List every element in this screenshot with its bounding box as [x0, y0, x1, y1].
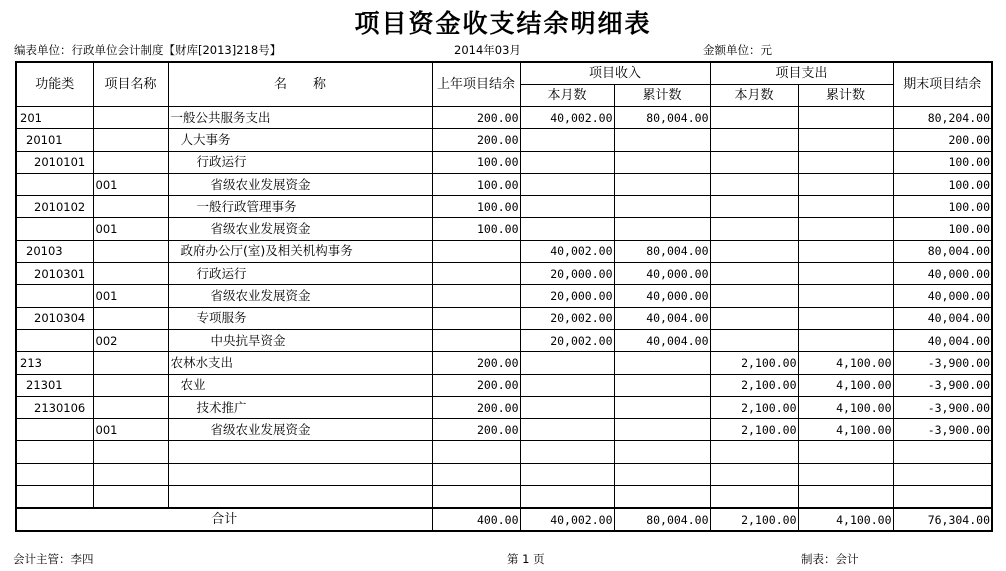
empty-row: [16, 441, 992, 463]
prior-balance: 100.00: [432, 173, 520, 195]
empty-cell: [432, 441, 520, 463]
ending-balance: 80,204.00: [893, 107, 992, 129]
item-name: 行政运行: [168, 151, 432, 173]
expense-month: [710, 329, 798, 351]
table-row: [16, 396, 992, 418]
expense-cumulative: 4,100.00: [798, 396, 893, 418]
empty-cell: [168, 486, 432, 509]
table-row: [16, 419, 992, 441]
expense-cumulative: 4,100.00: [798, 352, 893, 374]
prior-balance: [432, 285, 520, 307]
header-project-expense: 项目支出: [710, 62, 893, 85]
function-code: 20103: [16, 240, 93, 262]
function-code: 2010304: [16, 307, 93, 329]
empty-cell: [16, 463, 93, 485]
expense-month: [710, 240, 798, 262]
income-month: [520, 129, 614, 151]
expense-month: [710, 307, 798, 329]
expense-month: [710, 218, 798, 240]
expense-cumulative: [798, 196, 893, 218]
income-month: [520, 196, 614, 218]
ending-balance: -3,900.00: [893, 396, 992, 418]
income-month: 20,002.00: [520, 329, 614, 351]
income-cumulative: [614, 196, 710, 218]
function-code: 2010101: [16, 151, 93, 173]
table-row: [16, 307, 992, 329]
accounting-supervisor: 会计主管：李四: [13, 552, 94, 566]
table-preparer: 制表：会计: [801, 552, 859, 566]
empty-cell: [168, 441, 432, 463]
project-code: [93, 263, 168, 285]
table-row: [16, 173, 992, 195]
project-code: [93, 396, 168, 418]
project-code: [93, 240, 168, 262]
prior-balance: 200.00: [432, 396, 520, 418]
empty-cell: [93, 463, 168, 485]
item-name: 省级农业发展资金: [168, 419, 432, 441]
item-name: 中央抗旱资金: [168, 329, 432, 351]
income-cumulative: [614, 151, 710, 173]
project-code: [93, 307, 168, 329]
empty-cell: [710, 486, 798, 509]
prior-balance: 100.00: [432, 151, 520, 173]
total-label: 合计: [16, 508, 432, 531]
ending-balance: 100.00: [893, 196, 992, 218]
income-month: [520, 352, 614, 374]
total-expense-month: 2,100.00: [710, 508, 798, 531]
prior-balance: 100.00: [432, 218, 520, 240]
empty-row: [16, 486, 992, 509]
income-month: 40,002.00: [520, 107, 614, 129]
empty-row: [16, 463, 992, 485]
expense-month: 2,100.00: [710, 396, 798, 418]
header-function-class: 功能类: [16, 62, 93, 107]
income-month: [520, 374, 614, 396]
prior-balance: 200.00: [432, 374, 520, 396]
project-code: [93, 196, 168, 218]
empty-cell: [614, 486, 710, 509]
expense-cumulative: [798, 329, 893, 351]
empty-cell: [893, 441, 992, 463]
expense-month: 2,100.00: [710, 352, 798, 374]
income-cumulative: 40,000.00: [614, 263, 710, 285]
income-month: [520, 419, 614, 441]
expense-month: [710, 129, 798, 151]
prior-balance: 200.00: [432, 419, 520, 441]
project-code: [93, 129, 168, 151]
header-project-name: 项目名称: [93, 62, 168, 107]
item-name: 省级农业发展资金: [168, 173, 432, 195]
income-cumulative: [614, 129, 710, 151]
ending-balance: 100.00: [893, 173, 992, 195]
table-row: [16, 263, 992, 285]
prior-balance: 200.00: [432, 352, 520, 374]
function-code: [16, 173, 93, 195]
income-month: [520, 151, 614, 173]
ending-balance: 40,004.00: [893, 307, 992, 329]
empty-cell: [93, 441, 168, 463]
empty-cell: [432, 486, 520, 509]
ending-balance: 40,004.00: [893, 329, 992, 351]
header-income-cumulative: 累计数: [614, 85, 710, 107]
project-code: [93, 352, 168, 374]
income-cumulative: 40,000.00: [614, 285, 710, 307]
currency-unit: 金额单位：元: [703, 43, 772, 57]
page-number: 第 1 页: [507, 552, 545, 566]
reporting-unit: 编表单位：行政单位会计制度【财库[2013]218号】: [14, 43, 282, 57]
report-title: 项目资金收支结余明细表: [354, 9, 652, 38]
function-code: 213: [16, 352, 93, 374]
ending-balance: 40,000.00: [893, 285, 992, 307]
ledger-table: [15, 61, 993, 532]
expense-cumulative: [798, 151, 893, 173]
total-ending-balance: 76,304.00: [893, 508, 992, 531]
total-prior-balance: 400.00: [432, 508, 520, 531]
empty-cell: [798, 463, 893, 485]
header-expense-cumulative: 累计数: [798, 85, 893, 107]
table-row: [16, 151, 992, 173]
empty-cell: [93, 486, 168, 509]
income-month: [520, 396, 614, 418]
expense-cumulative: [798, 173, 893, 195]
income-cumulative: [614, 419, 710, 441]
empty-cell: [168, 463, 432, 485]
expense-month: [710, 173, 798, 195]
report-period: 2014年03月: [454, 43, 521, 57]
table-row: [16, 196, 992, 218]
function-code: 2010301: [16, 263, 93, 285]
prior-balance: 200.00: [432, 107, 520, 129]
table-row: [16, 129, 992, 151]
project-code: 002: [93, 329, 168, 351]
empty-cell: [893, 486, 992, 509]
project-code: 001: [93, 173, 168, 195]
empty-cell: [614, 441, 710, 463]
total-income-month: 40,002.00: [520, 508, 614, 531]
ending-balance: 100.00: [893, 218, 992, 240]
empty-cell: [798, 441, 893, 463]
expense-month: [710, 151, 798, 173]
project-code: [93, 151, 168, 173]
prior-balance: [432, 240, 520, 262]
expense-month: [710, 285, 798, 307]
empty-cell: [520, 441, 614, 463]
project-code: 001: [93, 419, 168, 441]
ending-balance: -3,900.00: [893, 374, 992, 396]
total-expense-cumulative: 4,100.00: [798, 508, 893, 531]
ending-balance: 40,000.00: [893, 263, 992, 285]
header-project-income: 项目收入: [520, 62, 710, 85]
item-name: 省级农业发展资金: [168, 218, 432, 240]
expense-cumulative: 4,100.00: [798, 419, 893, 441]
income-cumulative: 80,004.00: [614, 240, 710, 262]
empty-cell: [614, 463, 710, 485]
expense-cumulative: [798, 218, 893, 240]
item-name: 人大事务: [168, 129, 432, 151]
expense-cumulative: [798, 107, 893, 129]
project-code: 001: [93, 285, 168, 307]
function-code: [16, 329, 93, 351]
income-month: 20,002.00: [520, 307, 614, 329]
expense-month: 2,100.00: [710, 419, 798, 441]
project-code: [93, 374, 168, 396]
income-month: [520, 173, 614, 195]
item-name: 一般公共服务支出: [168, 107, 432, 129]
table-row: [16, 240, 992, 262]
empty-cell: [893, 463, 992, 485]
project-code: [93, 107, 168, 129]
empty-cell: [16, 486, 93, 509]
project-code: 001: [93, 218, 168, 240]
income-cumulative: [614, 173, 710, 195]
empty-cell: [520, 486, 614, 509]
income-cumulative: 80,004.00: [614, 107, 710, 129]
item-name: 技术推广: [168, 396, 432, 418]
table-row: [16, 107, 992, 129]
empty-cell: [432, 463, 520, 485]
total-income-cumulative: 80,004.00: [614, 508, 710, 531]
header-income-month: 本月数: [520, 85, 614, 107]
function-code: 20101: [16, 129, 93, 151]
item-name: 农林水支出: [168, 352, 432, 374]
income-cumulative: [614, 218, 710, 240]
prior-balance: [432, 329, 520, 351]
function-code: 2010102: [16, 196, 93, 218]
income-cumulative: 40,004.00: [614, 307, 710, 329]
expense-cumulative: 4,100.00: [798, 374, 893, 396]
prior-balance: [432, 307, 520, 329]
expense-month: [710, 107, 798, 129]
income-month: [520, 218, 614, 240]
function-code: [16, 419, 93, 441]
table-row: [16, 285, 992, 307]
function-code: 2130106: [16, 396, 93, 418]
function-code: 201: [16, 107, 93, 129]
expense-month: [710, 196, 798, 218]
item-name: 省级农业发展资金: [168, 285, 432, 307]
empty-cell: [16, 441, 93, 463]
income-cumulative: [614, 374, 710, 396]
expense-month: 2,100.00: [710, 374, 798, 396]
prior-balance: 200.00: [432, 129, 520, 151]
function-code: 21301: [16, 374, 93, 396]
header-expense-month: 本月数: [710, 85, 798, 107]
table-row: [16, 329, 992, 351]
prior-balance: 100.00: [432, 196, 520, 218]
ending-balance: -3,900.00: [893, 419, 992, 441]
income-month: 20,000.00: [520, 285, 614, 307]
expense-cumulative: [798, 285, 893, 307]
function-code: [16, 218, 93, 240]
header-prior-balance: 上年项目结余: [432, 62, 520, 107]
table-row: [16, 218, 992, 240]
income-month: 20,000.00: [520, 263, 614, 285]
item-name: 行政运行: [168, 263, 432, 285]
income-cumulative: [614, 396, 710, 418]
prior-balance: [432, 263, 520, 285]
expense-cumulative: [798, 263, 893, 285]
item-name: 政府办公厅(室)及相关机构事务: [168, 240, 432, 262]
function-code: [16, 285, 93, 307]
income-month: 40,002.00: [520, 240, 614, 262]
total-row: [16, 508, 992, 531]
header-ending-balance: 期末项目结余: [893, 62, 992, 107]
table-row: [16, 352, 992, 374]
header-name: 名 称: [168, 62, 432, 107]
income-cumulative: 40,004.00: [614, 329, 710, 351]
empty-cell: [520, 463, 614, 485]
item-name: 专项服务: [168, 307, 432, 329]
empty-cell: [710, 463, 798, 485]
empty-cell: [710, 441, 798, 463]
table-row: [16, 374, 992, 396]
ending-balance: 200.00: [893, 129, 992, 151]
income-cumulative: [614, 352, 710, 374]
expense-cumulative: [798, 307, 893, 329]
ending-balance: 100.00: [893, 151, 992, 173]
ending-balance: -3,900.00: [893, 352, 992, 374]
expense-cumulative: [798, 129, 893, 151]
expense-month: [710, 263, 798, 285]
ending-balance: 80,004.00: [893, 240, 992, 262]
empty-cell: [798, 486, 893, 509]
expense-cumulative: [798, 240, 893, 262]
item-name: 农业: [168, 374, 432, 396]
item-name: 一般行政管理事务: [168, 196, 432, 218]
